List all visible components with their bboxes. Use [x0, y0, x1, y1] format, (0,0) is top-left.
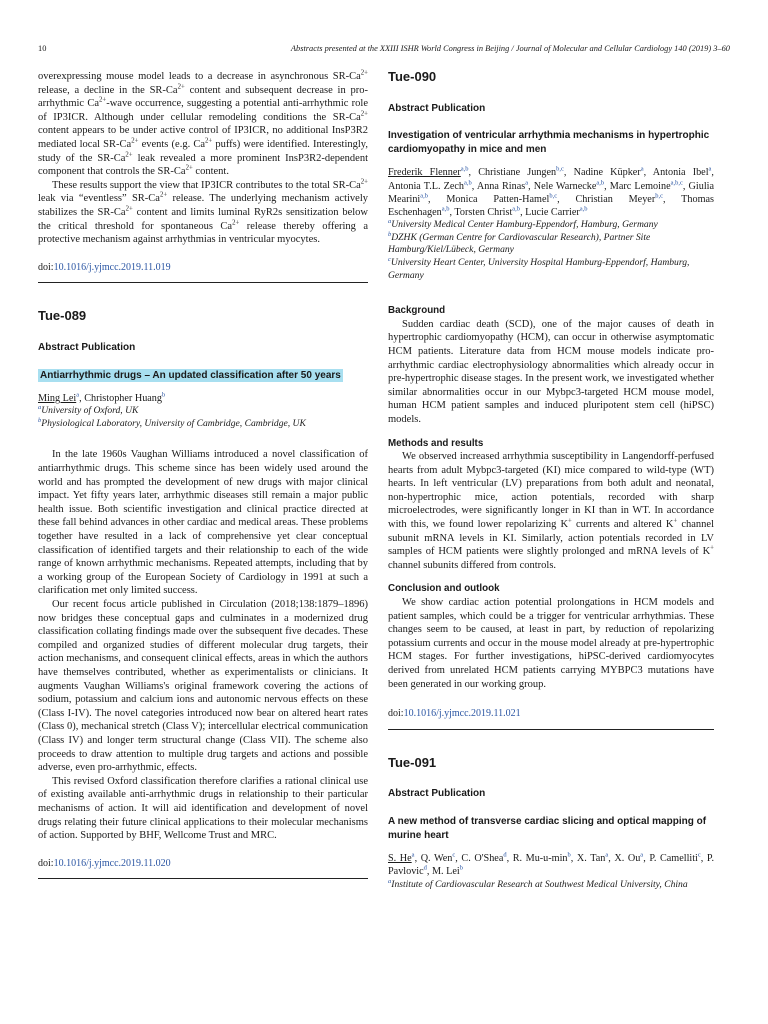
journal-citation: Abstracts presented at the XXIII ISHR World Congress in Beijing / Journal of Molecular and Cellular Cardiology 140 (2019) 3–60	[290, 44, 730, 53]
paragraph: We show cardiac action potential prolongations in HCM models and patient samples, which could be a trigger for ventricular arrhythmias. These changes seem to be caused, at least in part, by reduction of repolarizing potassium currents and occur in the mouse model already at pre-hypertrophic HCM stages. For further investigations, hiPSC-derived cardiomyocytes derived from unrelated HCM patients carrying MYBPC3 mutations have been generated in our working group.	[388, 597, 714, 690]
section-heading: Conclusion and outlook	[388, 583, 500, 595]
abstract-type: Abstract Publication	[388, 102, 486, 114]
abstract-title: A new method of transverse cardiac slicing and optical mapping of murine heart	[388, 815, 707, 841]
author-list: S. He$^a$, Q. Wen$^c$, C. O'Shea$^d$, R. $Mu-u-\min^b$, X. Tan$^a$, X. Ou$^a$, P. Camelliti$^c$, P. Pavlovic$^d$, M. Lei$^b$	[388, 851, 714, 878]
affiliation-a: $^a$University Medical Center Hamburg-Eppendorf, Hamburg, Germany	[388, 218, 658, 231]
author-list: Frederik Flenner$^{a,b}$, Christiane Jungen$^{b,c}$, Nadine Küpker$^a$, Antonia Ibel$^a$, Antonia T.L. Zech$^{a,b}$, Anna Rinas$^a$, Nele Warnecke$^{a,b}$, Marc Lemoine$^{a,b,c}$, Giulia Mearini$^{a,b}$, Monica Patten-Hamel$^{b,c}$, Christian Meyer$^{b,c}$, Thomas Eschenhagen$^{a,b}$, Torsten Christ$^{a,b}$, Lucie Carrier$^{a,b}$	[388, 165, 715, 218]
highlighted-title: Antiarrhythmic drugs – An updated classification after 50 years	[40, 369, 341, 381]
divider	[38, 878, 368, 879]
paragraph: This revised Oxford classification therefore clarifies a rational clinical use of existing available anti-arrhythmic drugs in relationship to their particular mechanisms of action. It will aid identification and development of novel drugs relating their future clinical applications to their molecular mechanisms of action. Supported by BHF, Wellcome Trust and MRC.	[38, 775, 368, 842]
right-column	[388, 70, 714, 891]
abstract-title	[38, 369, 368, 383]
affiliation-a: $^a$University of Oxford, UK	[38, 404, 139, 417]
abstract-id: Tue-091	[388, 754, 437, 770]
abstract-type: Abstract Publication	[388, 788, 486, 800]
section-heading: Background	[388, 305, 446, 317]
paragraph: In the late 1960s Vaughan Williams introduced a novel classification of antiarrhythmic drugs. This scheme since has been widely used around the world and has prompted the development of new drugs with major clinical impact. Yet fifty years later, arrhythmic diseases still remain a major public health issue. Both scientific investigation and clinical practice directed at these fall behind advances in other cardiac and medical areas. These problems together have resulted in a lack of comprehensive yet clear conceptual classification of identified targets and their relationship to each of the wide range of known arrhythmic mechanisms. Repeated attempts, including that by a working group of the European Society of Cardiology in 1991 at such a clarification met only limited success.	[38, 449, 368, 597]
doi-link[interactable]: 10.1016/j.yjmcc.2019.11.019	[53, 261, 171, 273]
doi-line: doi:10.1016/j.yjmcc.2019.11.019	[38, 261, 171, 273]
doi-line: doi:10.1016/j.yjmcc.2019.11.020	[38, 857, 171, 869]
doi-link[interactable]: 10.1016/j.yjmcc.2019.11.020	[53, 857, 171, 869]
affiliation-b: $^b$Physiological Laboratory, University of Cambridge, Cambridge, UK	[38, 416, 306, 429]
page-number: 10	[38, 44, 47, 53]
divider	[38, 282, 368, 283]
abstract-title: Investigation of ventricular arrhythmia mechanisms in hypertrophic cardiomyopathy in mice and men	[388, 130, 710, 155]
affiliation-a: $^a$Institute of Cardiovascular Research at Southwest Medical University, China	[388, 877, 688, 890]
affiliation-c: $^c$University Heart Center, University Hospital Hamburg-Eppendorf, Hamburg, Germany	[388, 255, 690, 281]
divider	[388, 729, 714, 730]
section-heading: Methods and results	[388, 437, 484, 449]
abstract-id: Tue-089	[38, 308, 87, 324]
paragraph: Sudden cardiac death (SCD), one of the major causes of death in hypertrophic cardiomyopathy (HCM), can occur in otherwise asymptomatic HCM patients. Literature data from HCM mouse models indicate pro-arrhythmic cardiac electrophysiology abnormalities which already occur in pre-hypertrophic disease stages. In the present work, we investigated whether similar abnormalities occur in our Mybpc3-targeted HCM mouse model, human HCM patient samples and induced pluripotent stem cell (hiPSC) models.	[388, 318, 714, 425]
doi-line: doi:10.1016/j.yjmcc.2019.11.021	[388, 708, 521, 720]
author-list: Ming Lei$^a$, Christopher Huang$^b$	[38, 391, 166, 405]
affiliation-b: $^b$DZHK (German Centre for Cardiovascular Research), Partner Site Hamburg/Kiel/Lübeck, Germany	[388, 230, 651, 256]
continuation-text-2: These results support the view that IP3ICR contributes to the total $SR-Ca^{2+}$ leak via “eventless” $SR-Ca^{2+}$ release. The underlying mechanism actively stabilizes the $SR-Ca^{2+}$ content and limits luminal RyR2s sensitization below the critical threshold for spontaneous $Ca^{2+}$ release thereby offering a protective mechanism against arrhythmias in ventricular myocytes.	[38, 178, 369, 246]
abstract-id: Tue-090	[388, 69, 437, 84]
running-header	[38, 44, 730, 58]
left-column	[38, 70, 368, 879]
abstract-body	[38, 448, 368, 842]
paragraph: We observed increased arrhythmia susceptibility in Langendorff-perfused hearts from adult Mybpc3-targeted (KI) mice compared to wild-type (WT) hearts. In left ventricular (LV) preparations from both adult and neonatal, non-hypertrophic mice, action potentials, recorded with sharp microelectrodes, were significantly longer in KI than in WT. In accordance with this, we found lower repolarizing K+ currents and altered K+ channel subunit mRNA levels in KI. Similarly, action potentials recorded in LV samples of HCM patients were slightly prolonged and mRNA levels of K+ channel subunits differed from controls.	[388, 451, 714, 571]
doi-link[interactable]: 10.1016/j.yjmcc.2019.11.021	[403, 708, 521, 720]
continuation-text: overexpressing mouse model leads to a decrease in asynchronous $SR-Ca^{2+}$ release, a decline in the $SR-Ca^{2+}$ content and subsequent decrease in pro-arrhythmic $Ca^{2+}$-wave occurrence, suggesting a potential anti-arrhythmic role of IP3ICR. Although under cellular remodeling conditions the $SR-Ca^{2+}$ content appears to be under active control of IP3ICR, no additional InsP3R2 mediated local $SR-Ca^{2+}$ events (e.g. $Ca^{2+}$ puffs) were identified. Interestingly, study of the $SR-Ca^{2+}$ leak revealed a more prominent InsP3R2-dependent component that controls the $SR-Ca^{2+}$ content.	[38, 69, 368, 178]
paragraph: Our recent focus article published in Circulation (2018;138:1879–1896) now bridges these conceptual gaps and culminates in a modernized drug classification collating findings made over the subsequent five decades. These compiled and organized studies of different molecular drug targets, their action mechanisms, and consequent clinical effects, areas in which the authors have themselves contributed, whether as experimentalists or clinicians. It augments Vaughan Williams's original framework covering the actions of sodium, potassium and calcium ions and autonomic nervous effects on these (Class I-IV). The novel categories introduced now bear on altered heart rates (Class 0), mechanical stretch (Class V); intercellular electrical communication (Class IV) and longer term structural change (Class VII). The scheme also proceeds to draw attention to multiple drug targets and actions and possible adverse, even pro-arrhythmic, effects.	[38, 599, 368, 774]
abstract-type: Abstract Publication	[38, 341, 136, 353]
